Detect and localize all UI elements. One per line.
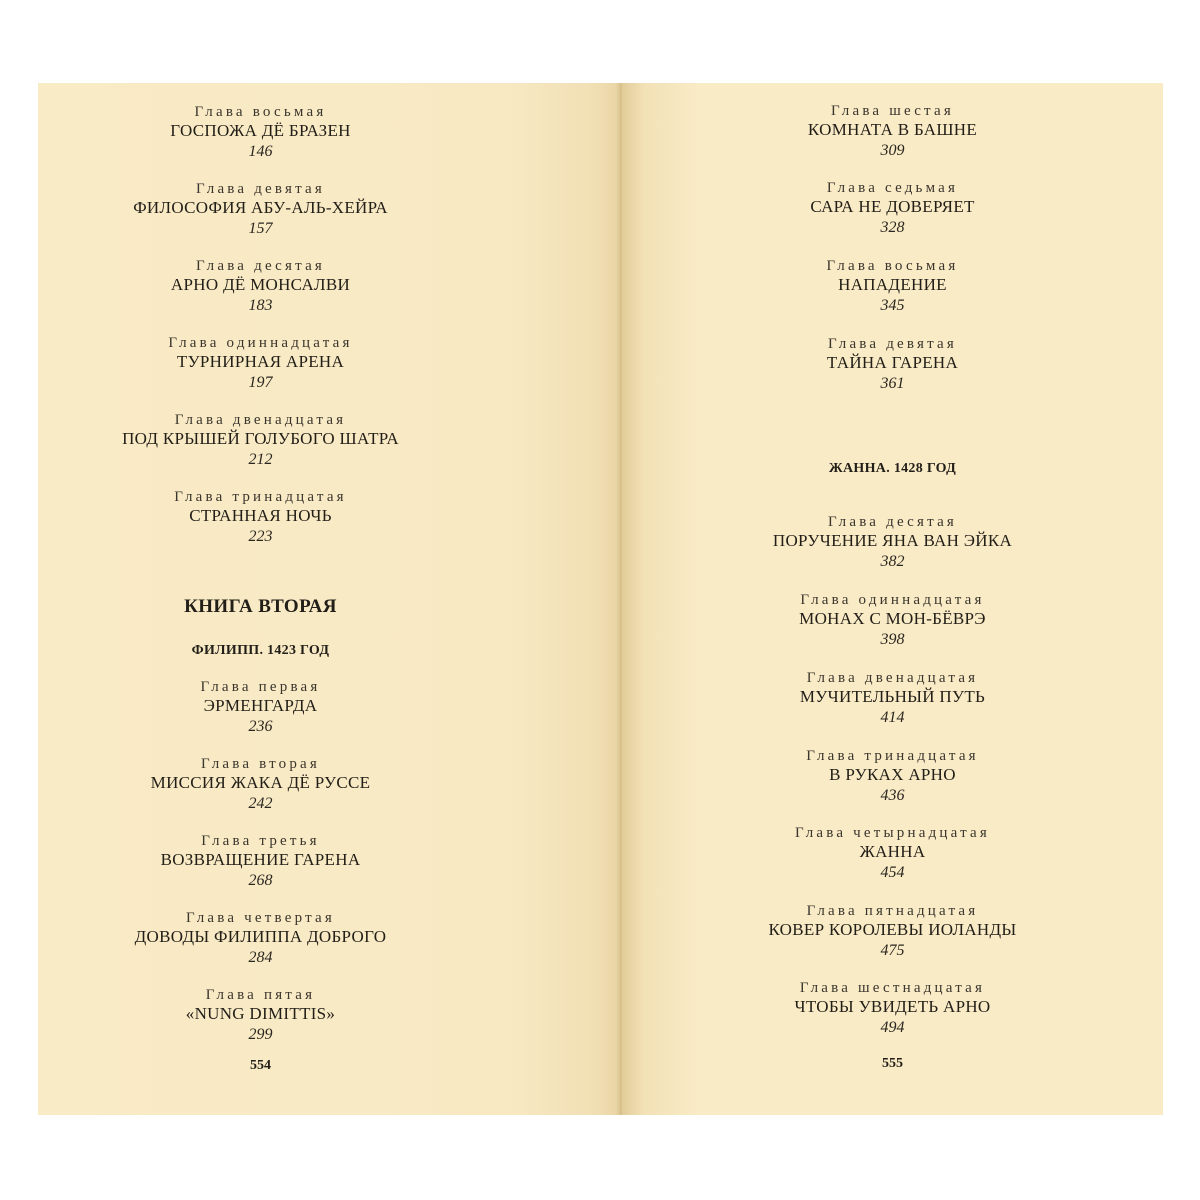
chapter-page-number: 183 — [248, 297, 273, 314]
chapter-title: ПОД КРЫШЕЙ ГОЛУБОГО ШАТРА — [122, 429, 399, 448]
chapter-label: Глава шестнадцатая — [799, 980, 986, 996]
chapter-label: Глава девятая — [828, 336, 957, 352]
chapter-page-number: 494 — [880, 1019, 905, 1036]
chapter-label: Глава первая — [200, 679, 321, 695]
chapter-label: Глава тринадцатая — [806, 748, 979, 764]
chapter-page-number: 309 — [880, 142, 905, 159]
book-heading: КНИГА ВТОРАЯ — [184, 596, 337, 617]
toc-entry — [38, 679, 483, 738]
chapter-page-number: 242 — [248, 795, 273, 812]
toc-entry — [38, 258, 483, 317]
chapter-label: Глава пятнадцатая — [806, 903, 979, 919]
toc-entry — [38, 910, 483, 969]
toc-entry — [622, 980, 1163, 1039]
chapter-label: Глава одиннадцатая — [800, 592, 985, 608]
chapter-label: Глава третья — [201, 833, 320, 849]
chapter-title: ВОЗВРАЩЕНИЕ ГАРЕНА — [160, 850, 361, 869]
toc-entry — [622, 258, 1163, 317]
chapter-page-number: 197 — [248, 374, 273, 391]
right-toc-column — [622, 83, 1163, 1115]
chapter-title: АРНО ДЁ МОНСАЛВИ — [170, 275, 351, 294]
chapter-title: «NUNG DIMITTIS» — [185, 1004, 336, 1023]
toc-entry — [38, 104, 483, 163]
chapter-label: Глава четырнадцатая — [794, 825, 991, 841]
toc-entry — [622, 592, 1163, 651]
chapter-title: НАПАДЕНИЕ — [838, 275, 947, 294]
toc-entry — [38, 987, 483, 1046]
chapter-title: МОНАХ С МОН-БЁВРЭ — [799, 609, 986, 628]
chapter-label: Глава десятая — [827, 514, 958, 530]
toc-entry — [622, 336, 1163, 395]
chapter-title: ГОСПОЖА ДЁ БРАЗЕН — [170, 121, 351, 140]
chapter-label: Глава одиннадцатая — [168, 335, 353, 351]
chapter-page-number: 299 — [248, 1026, 273, 1043]
chapter-page-number: 328 — [880, 219, 905, 236]
chapter-label: Глава тринадцатая — [174, 489, 347, 505]
chapter-label: Глава седьмая — [826, 180, 959, 196]
chapter-title: ЧТОБЫ УВИДЕТЬ АРНО — [794, 997, 991, 1016]
chapter-title: КОМНАТА В БАШНЕ — [807, 120, 978, 139]
chapter-title: САРА НЕ ДОВЕРЯЕТ — [810, 197, 975, 216]
chapter-page-number: 382 — [880, 553, 905, 570]
part-heading: ЖАННА. 1428 ГОД — [828, 461, 957, 476]
chapter-label: Глава девятая — [196, 181, 325, 197]
chapter-label: Глава двенадцатая — [174, 412, 347, 428]
right-page — [622, 83, 1163, 1115]
page-folio-number: 555 — [882, 1056, 903, 1071]
chapter-label: Глава пятая — [205, 987, 316, 1003]
toc-entry — [622, 514, 1163, 573]
chapter-label: Глава двенадцатая — [806, 670, 979, 686]
toc-entry — [622, 670, 1163, 729]
chapter-title: В РУКАХ АРНО — [829, 765, 956, 784]
chapter-page-number: 223 — [248, 528, 273, 545]
chapter-page-number: 345 — [880, 297, 905, 314]
chapter-page-number: 236 — [248, 718, 273, 735]
chapter-title: ДОВОДЫ ФИЛИППА ДОБРОГО — [134, 927, 387, 946]
chapter-title: ФИЛОСОФИЯ АБУ-АЛЬ-ХЕЙРА — [133, 198, 388, 217]
toc-entry — [622, 903, 1163, 962]
page-folio-number: 554 — [250, 1058, 271, 1073]
toc-entry — [38, 181, 483, 240]
chapter-page-number: 475 — [880, 942, 905, 959]
toc-entry — [38, 335, 483, 394]
toc-entry — [38, 833, 483, 892]
chapter-page-number: 268 — [248, 872, 273, 889]
chapter-title: МУЧИТЕЛЬНЫЙ ПУТЬ — [799, 687, 986, 706]
chapter-page-number: 146 — [248, 143, 273, 160]
chapter-title: ЖАННА — [859, 842, 926, 861]
chapter-label: Глава десятая — [195, 258, 326, 274]
chapter-title: МИССИЯ ЖАКА ДЁ РУССЕ — [150, 773, 371, 792]
toc-entry — [622, 825, 1163, 884]
toc-entry — [622, 103, 1163, 162]
chapter-title: ПОРУЧЕНИЕ ЯНА ВАН ЭЙКА — [772, 531, 1013, 550]
chapter-title: ТУРНИРНАЯ АРЕНА — [176, 352, 345, 371]
chapter-title: КОВЕР КОРОЛЕВЫ ИОЛАНДЫ — [768, 920, 1017, 939]
chapter-label: Глава восьмая — [194, 104, 327, 120]
chapter-page-number: 284 — [248, 949, 273, 966]
chapter-label: Глава вторая — [200, 756, 320, 772]
chapter-page-number: 361 — [880, 375, 905, 392]
chapter-title: ЭРМЕНГАРДА — [203, 696, 318, 715]
chapter-page-number: 436 — [880, 787, 905, 804]
left-page — [38, 83, 625, 1115]
chapter-title: ТАЙНА ГАРЕНА — [826, 353, 959, 372]
toc-entry — [38, 756, 483, 815]
book-spread — [38, 83, 1163, 1115]
chapter-page-number: 398 — [880, 631, 905, 648]
chapter-page-number: 454 — [880, 864, 905, 881]
chapter-title: СТРАННАЯ НОЧЬ — [189, 506, 332, 525]
chapter-label: Глава четвертая — [186, 910, 335, 926]
toc-entry — [622, 180, 1163, 239]
toc-entry — [38, 412, 483, 471]
toc-entry — [38, 489, 483, 548]
chapter-label: Глава восьмая — [826, 258, 959, 274]
chapter-page-number: 414 — [880, 709, 905, 726]
toc-entry — [622, 748, 1163, 807]
chapter-page-number: 212 — [248, 451, 273, 468]
chapter-page-number: 157 — [248, 220, 273, 237]
part-heading: ФИЛИПП. 1423 ГОД — [191, 643, 330, 658]
left-toc-column — [38, 83, 483, 1115]
chapter-label: Глава шестая — [831, 103, 954, 119]
